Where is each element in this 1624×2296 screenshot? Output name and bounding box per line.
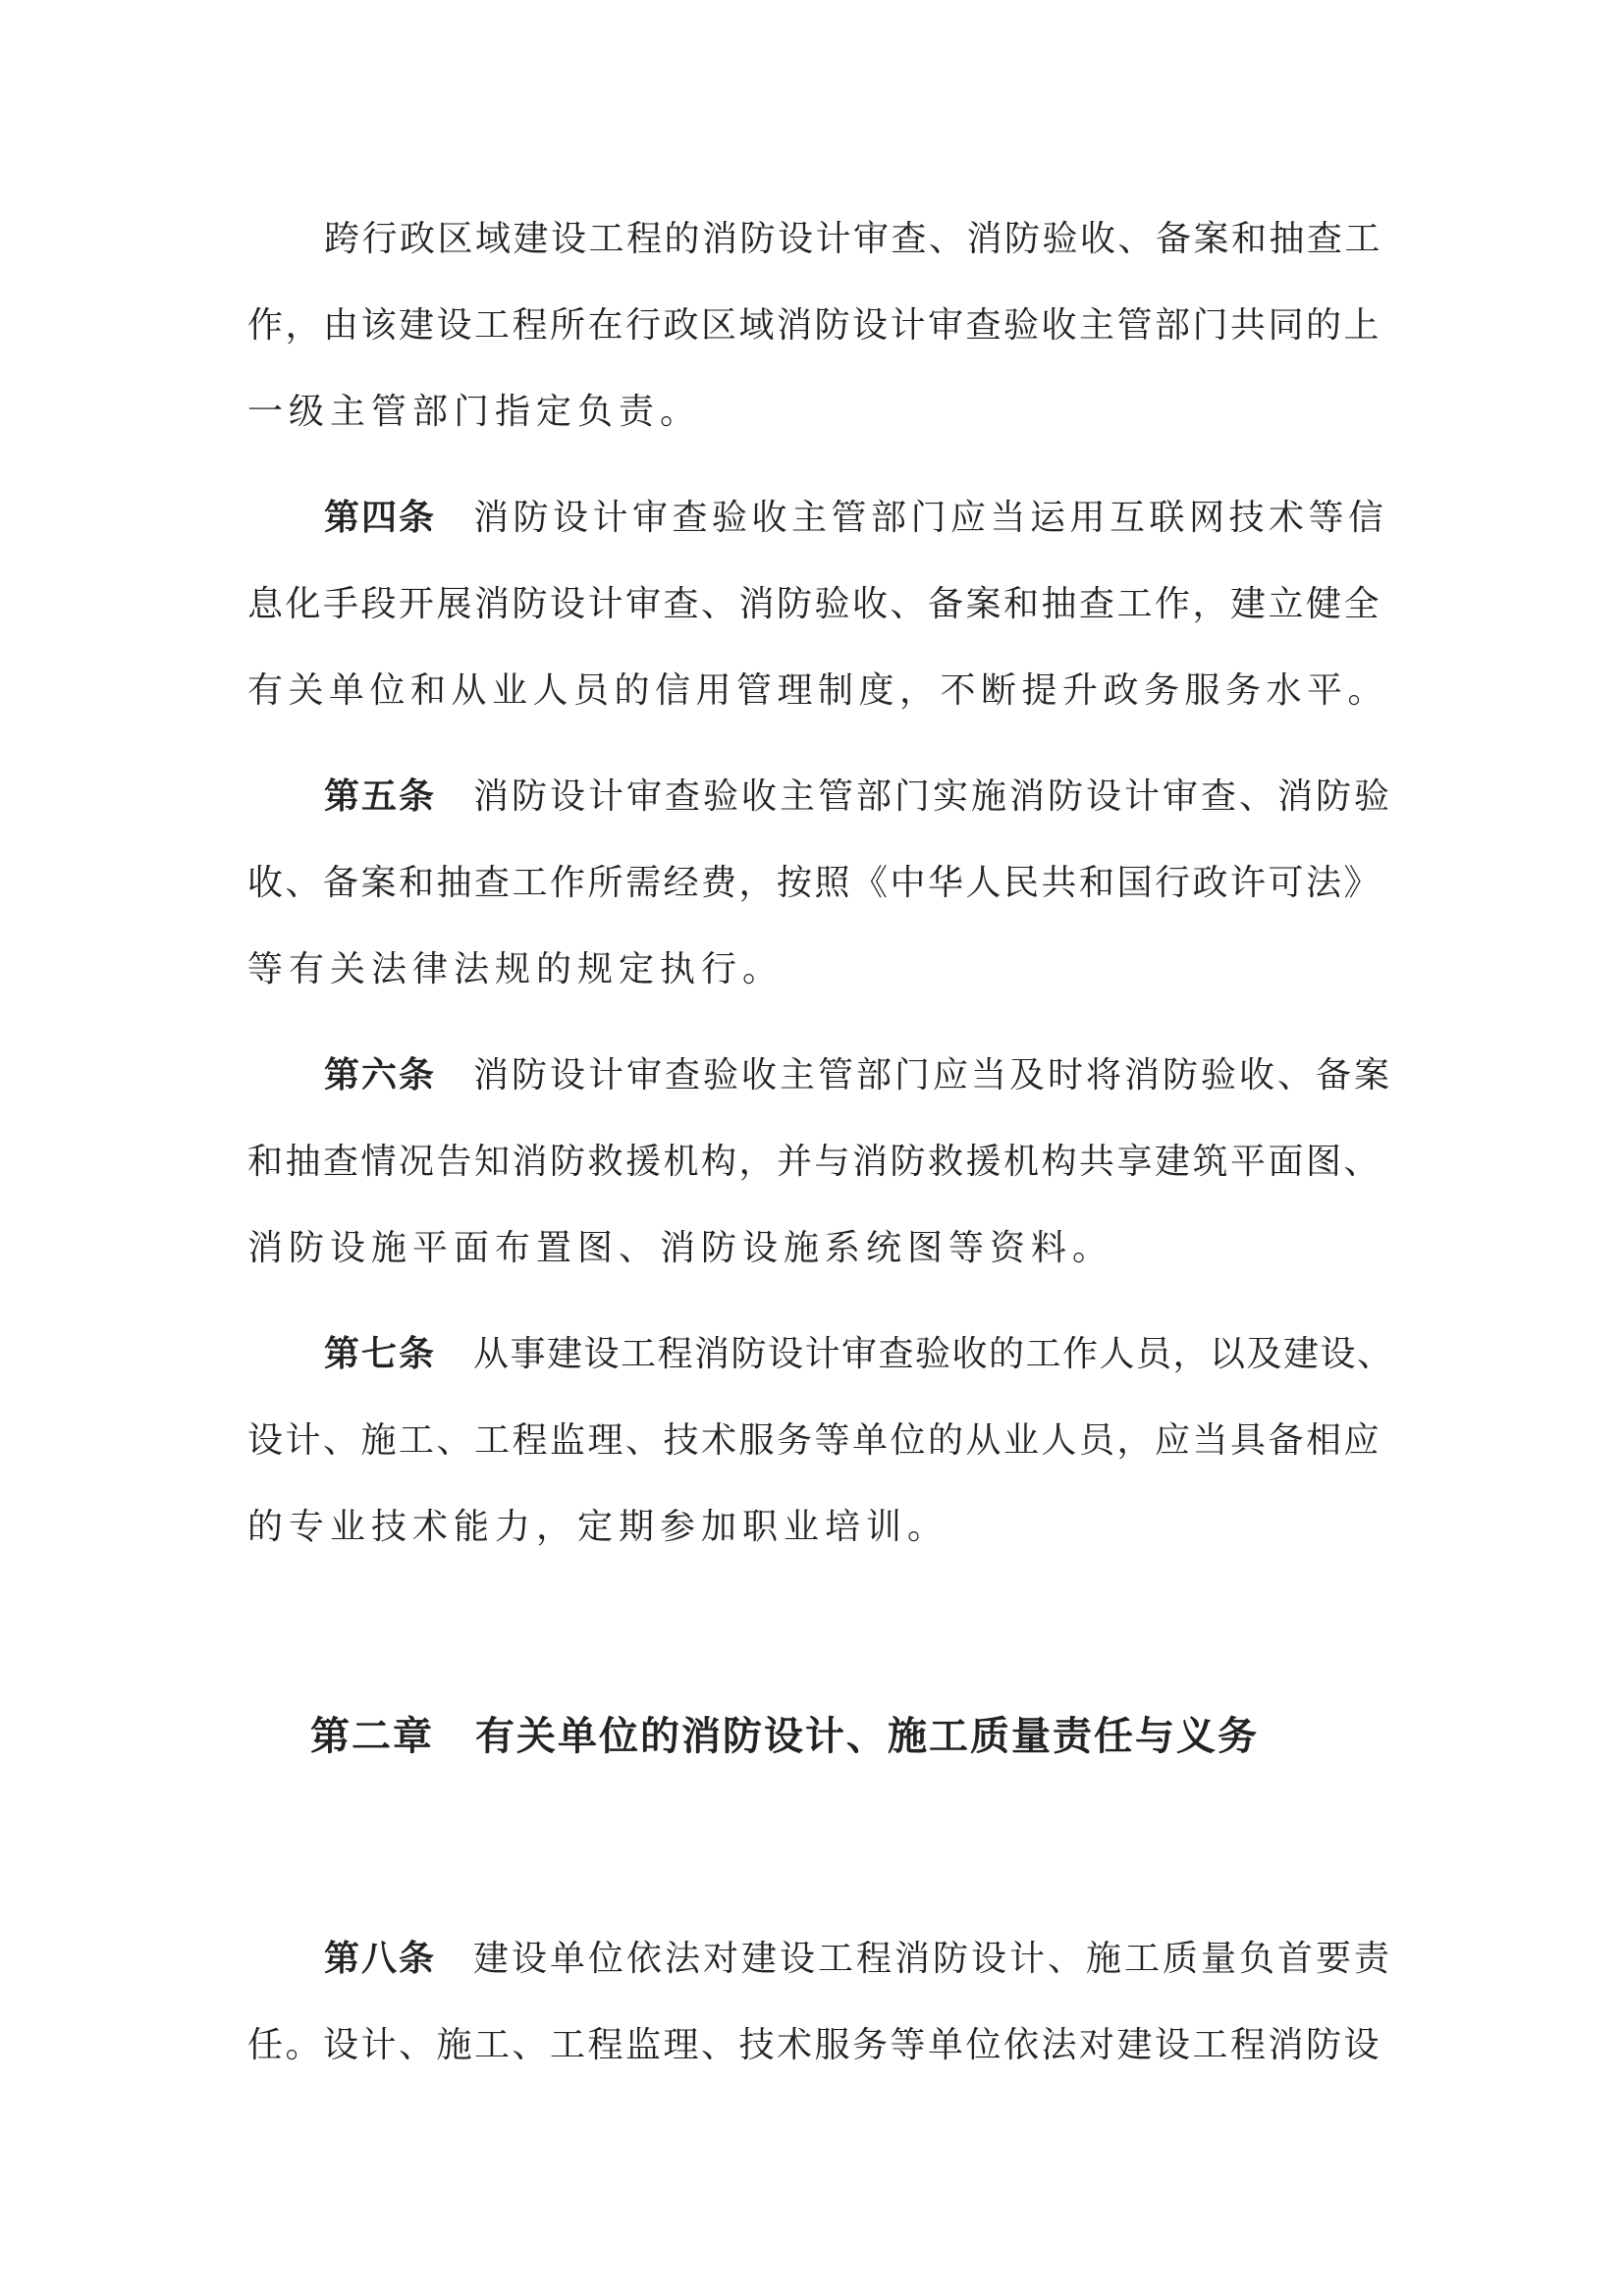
article-4-line1 (324, 497, 1388, 540)
chapter-title: 有关单位的消防设计、施工质量责任与义务 (475, 1714, 1259, 1759)
article-5-heading: 第五条 (324, 776, 437, 817)
article-7-text1: 从事建设工程消防设计审查验收的工作人员，以及建设、 (473, 1334, 1394, 1374)
article-5-line1 (324, 775, 1392, 819)
article-4-heading: 第四条 (324, 498, 437, 538)
article-4-text1: 消防设计审查验收主管部门应当运用互联网技术等信 (473, 498, 1388, 538)
para1-line2: 作，由该建设工程所在行政区域消防设计审查验收主管部门共同的上 (247, 305, 1382, 346)
article-7-line1 (324, 1333, 1394, 1376)
article-7-heading: 第七条 (324, 1334, 437, 1374)
article-8-text1: 建设单位依法对建设工程消防设计、施工质量负首要责 (473, 1939, 1393, 1979)
article-4-line2: 息化手段开展消防设计审查、消防验收、备案和抽查工作，建立健全 (247, 584, 1382, 624)
article-5-line3: 等有关法律法规的规定执行。 (247, 949, 785, 989)
article-7-line3: 的专业技术能力，定期参加职业培训。 (247, 1507, 949, 1547)
chapter-number: 第二章 (310, 1714, 434, 1759)
article-7-line2: 设计、施工、工程监理、技术服务等单位的从业人员，应当具备相应 (247, 1420, 1382, 1461)
article-5-text1: 消防设计审查验收主管部门实施消防设计审查、消防验 (473, 776, 1393, 817)
article-6-heading: 第六条 (324, 1055, 437, 1095)
article-6-line3: 消防设施平面布置图、消防设施系统图等资料。 (247, 1228, 1114, 1268)
article-6-text1: 消防设计审查验收主管部门应当及时将消防验收、备案 (473, 1055, 1393, 1095)
article-4-line3: 有关单位和从业人员的信用管理制度，不断提升政务服务水平。 (247, 670, 1389, 711)
article-8-line2: 任。设计、施工、工程监理、技术服务等单位依法对建设工程消防设 (247, 2025, 1382, 2065)
article-8-heading: 第八条 (324, 1939, 437, 1979)
para1-line3: 一级主管部门指定负责。 (247, 392, 702, 432)
chapter-heading (310, 1712, 1259, 1761)
article-6-line2: 和抽查情况告知消防救援机构，并与消防救援机构共享建筑平面图、 (247, 1142, 1382, 1182)
article-8-line1 (324, 1938, 1392, 1981)
para1-line1: 跨行政区域建设工程的消防设计审查、消防验收、备案和抽查工 (324, 219, 1383, 259)
article-5-line2: 收、备案和抽查工作所需经费，按照《中华人民共和国行政许可法》 (247, 863, 1382, 903)
article-6-line1 (324, 1054, 1392, 1097)
